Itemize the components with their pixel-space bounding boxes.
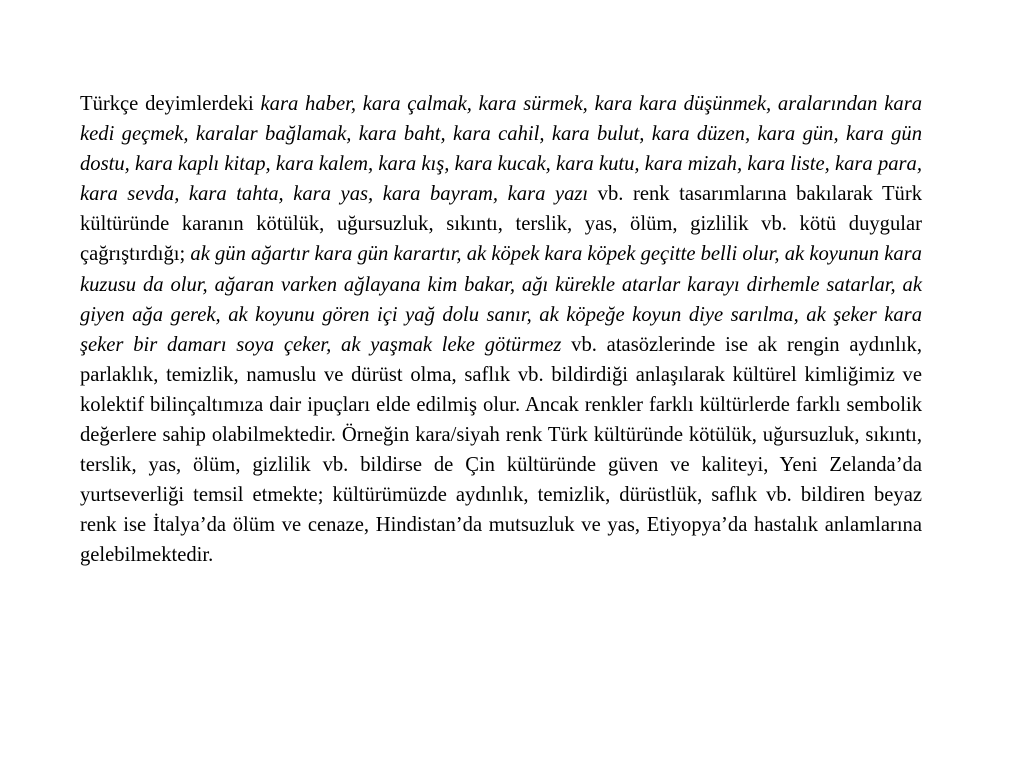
idioms-explanation-text: vb. renk tasarımlarına bakılarak Türk kültüründe karanın kötülük, uğursuzluk, sıkıntı, terslik, yas, ölüm, gizlilik vb. kötü duygular çağrıştırdığı; — [80, 183, 923, 266]
intro-text: Türkçe deyimlerdeki — [80, 93, 261, 115]
proverbs-explanation-text: vb. atasözlerinde ise ak rengin aydınlık, parlaklık, temizlik, namuslu ve dürüst olma, saflık vb. bildirdiği anlaşılarak kültürel kimliğimiz ve kolektif bilinçaltımıza dair ipuçları elde edilmiş olur. Ancak renkler farklı kültürlerde farklı sembolik değerlere sahip olabilmektedir. Örneğin kara/siyah renk Türk kültüründe kötülük, uğursuzluk, sıkıntı, terslik, yas, ölüm, gizlilik vb. bildirse de Çin kültüründe güven ve kaliteyi, Yeni Zelanda’da yurtseverliği temsil etmekte; kültürümüzde aydınlık, temizlik, dürüstlük, saflık vb. bildiren beyaz renk ise İtalya’da ölüm ve cenaze, Hindistan’da mutsuzluk ve yas, Etiyopya’da hastalık anlamlarına gelebilmektedir. — [80, 333, 922, 567]
idioms-italic-list: kara haber, kara çalmak, kara sürmek, kara kara düşünmek, aralarından kara kedi geçmek, karalar bağlamak, kara baht, kara cahil, kara bulut, kara düzen, kara gün, kara gün dostu, kara kaplı kitap, kara kalem, kara kış, kara kucak, kara kutu, kara mizah, kara liste, kara para, kara sevda, kara tahta, kara yas, kara bayram, kara yazı — [80, 93, 923, 206]
body-paragraph — [80, 89, 922, 571]
proverbs-italic-list: ak gün ağartır kara gün karartır, ak köpek kara köpek geçitte belli olur, ak koyunun kara kuzusu da olur, ağaran varken ağlayana kim bakar, ağı kürekle atarlar karayı dirhemle satarlar, ak giyen ağa gerek, ak koyunu gören içi yağ dolu sanır, ak köpeğe koyun diye sarılma, ak şeker kara şeker bir damarı soya çeker, ak yaşmak leke götürmez — [80, 243, 922, 356]
